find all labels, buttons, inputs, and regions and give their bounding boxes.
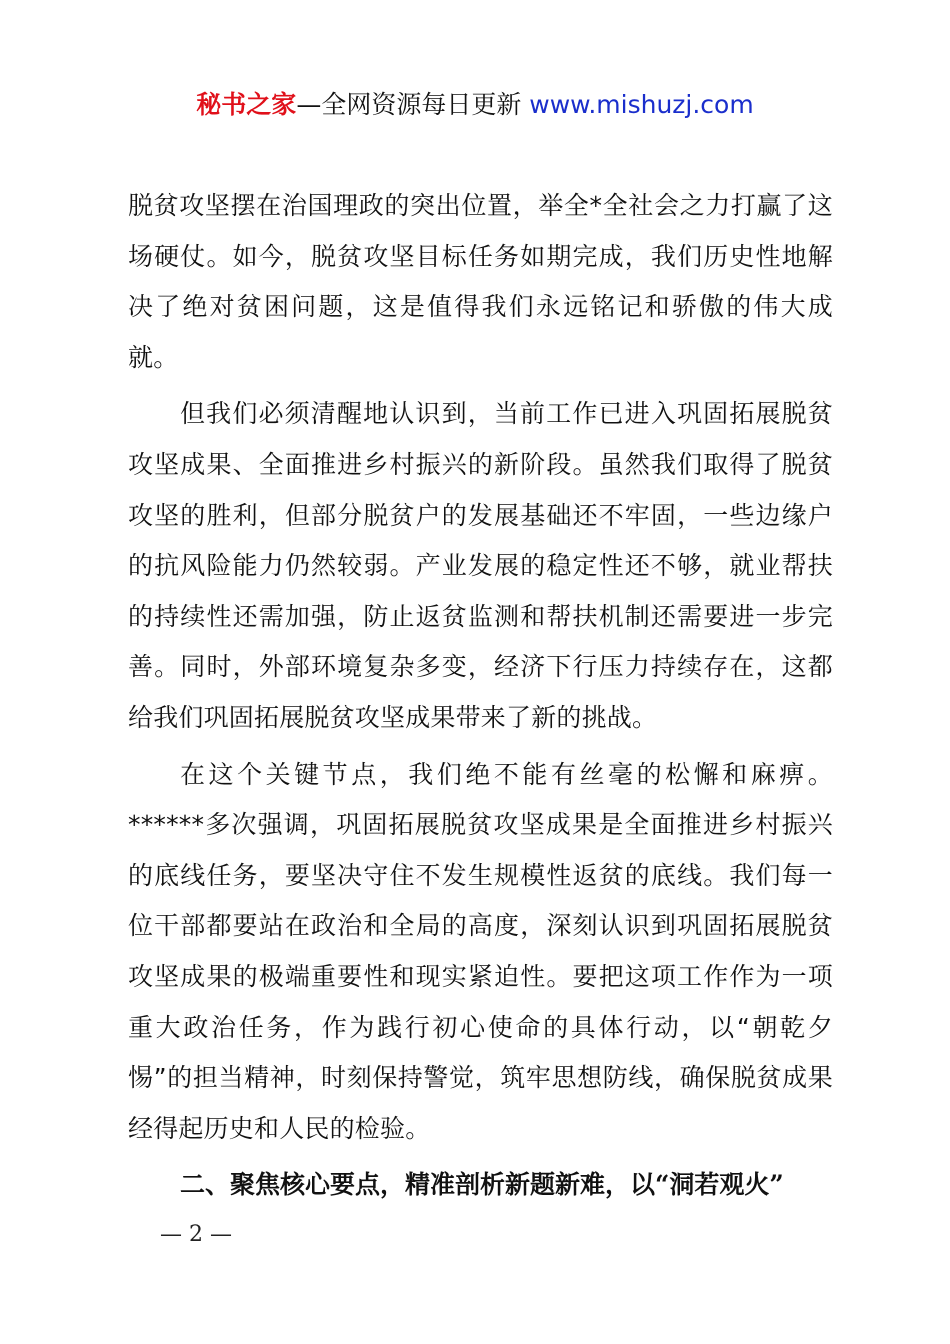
header-url-link[interactable]: www.mishuzj.com	[529, 90, 754, 119]
brand-name: 秘书之家	[196, 90, 297, 119]
header-tagline: —全网资源每日更新	[296, 90, 522, 119]
page-number: — 2 —	[160, 1222, 232, 1247]
section-heading: 二、聚焦核心要点，精准剖析新题新难，以“洞若观火”	[180, 1170, 784, 1200]
paragraph-1: 脱贫攻坚摆在治国理政的突出位置，举全*全社会之力打赢了这场硬仗。如今，脱贫攻坚目标任务如期完成，我们历史性地解决了绝对贫困问题，这是值得我们永远铭记和骄傲的伟大成就。	[128, 191, 833, 372]
page-header	[0, 88, 950, 122]
paragraph-3: 在这个关键节点，我们绝不能有丝毫的松懈和麻痹。******多次强调，巩固拓展脱贫攻坚成果是全面推进乡村振兴的底线任务，要坚决守住不发生规模性返贫的底线。我们每一位干部都要站在政治和全局的高度，深刻认识到巩固拓展脱贫攻坚成果的极端重要性和现实紧迫性。要把这项工作作为一项重大政治任务，作为践行初心使命的具体行动，以“朝乾夕惕”的担当精神，时刻保持警觉，筑牢思想防线，确保脱贫成果经得起历史和人民的检验。	[128, 759, 833, 1143]
document-body	[128, 181, 833, 1211]
paragraph-2: 但我们必须清醒地认识到，当前工作已进入巩固拓展脱贫攻坚成果、全面推进乡村振兴的新阶段。虽然我们取得了脱贫攻坚的胜利，但部分脱贫户的发展基础还不牢固，一些边缘户的抗风险能力仍然较弱。产业发展的稳定性还不够，就业帮扶的持续性还需加强，防止返贫监测和帮扶机制还需要进一步完善。同时，外部环境复杂多变，经济下行压力持续存在，这都给我们巩固拓展脱贫攻坚成果带来了新的挑战。	[128, 399, 833, 732]
